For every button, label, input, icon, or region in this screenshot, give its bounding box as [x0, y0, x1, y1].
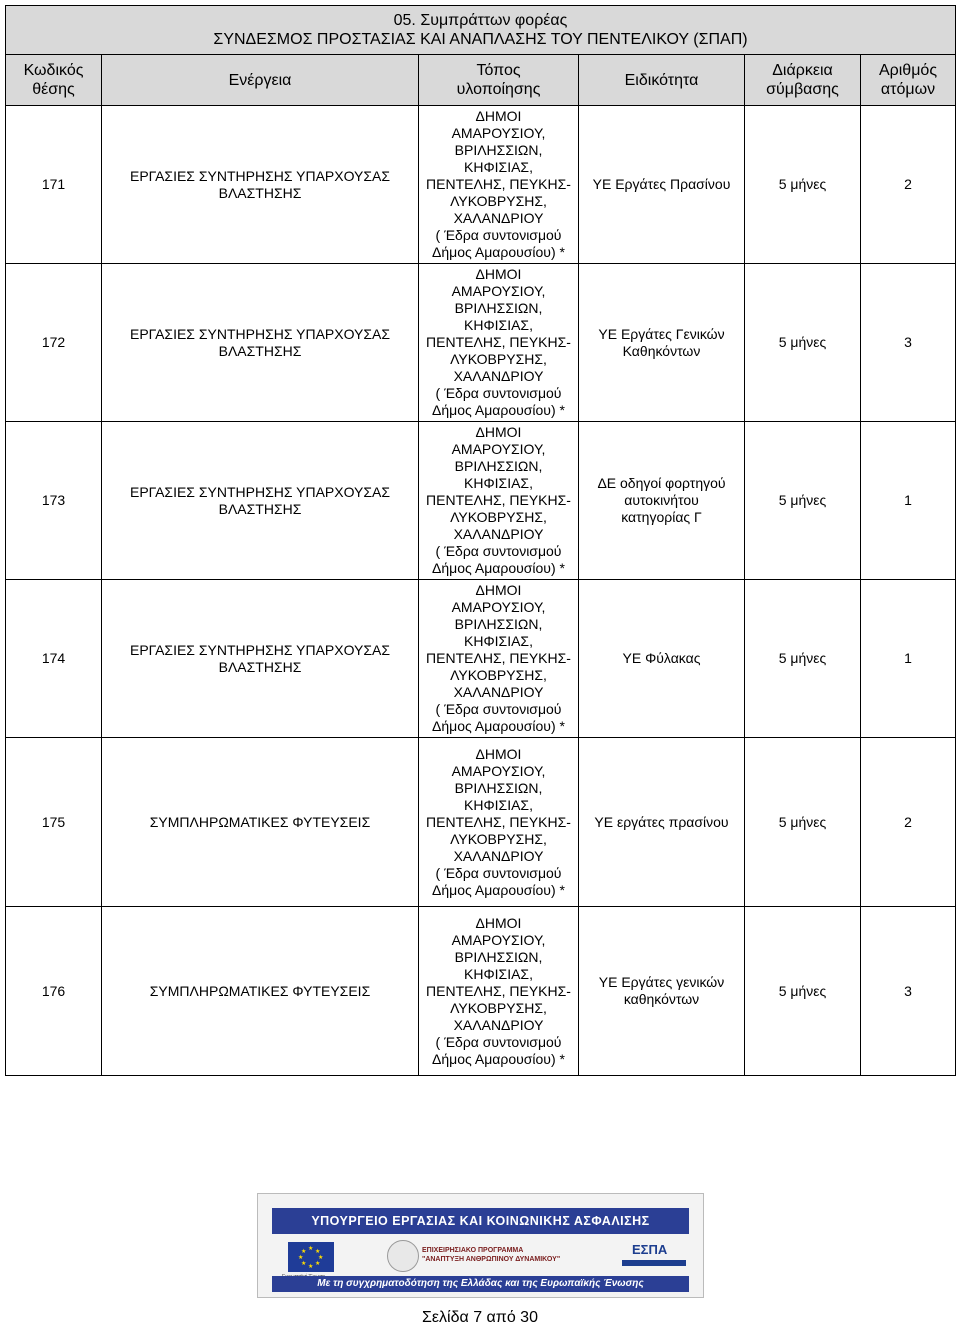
location-line: ΑΜΑΡΟΥΣΙΟΥ, — [451, 283, 546, 299]
persons-cell — [861, 264, 956, 422]
code-cell — [6, 738, 102, 907]
duration-value: 5 μήνες — [778, 176, 827, 192]
location-line: ΔΗΜΟΙ — [475, 424, 522, 440]
location-line: Δήμος Αμαρουσίου) * — [432, 402, 565, 418]
position-code: 173 — [41, 492, 66, 508]
specialty-cell — [579, 106, 745, 264]
eu-flag-icon: ★ ★ ★ ★ ★ ★ ★ ★ — [288, 1242, 334, 1272]
ministry-banner: ΥΠΟΥΡΓΕΙΟ ΕΡΓΑΣΙΑΣ ΚΑΙ ΚΟΙΝΩΝΙΚΗΣ ΑΣΦΑΛΙΣΗΣ — [272, 1208, 689, 1234]
code-cell — [6, 106, 102, 264]
location-line: ΑΜΑΡΟΥΣΙΟΥ, — [451, 762, 546, 779]
table-row — [6, 422, 956, 580]
location-line: ΑΜΑΡΟΥΣΙΟΥ, — [451, 931, 546, 948]
positions-table — [5, 5, 956, 1076]
location-line: ΛΥΚΟΒΡΥΣΗΣ, — [450, 830, 547, 847]
location-line: ΔΗΜΟΙ — [475, 266, 522, 282]
header-place — [419, 55, 579, 106]
duration-value: 5 μήνες — [778, 492, 827, 508]
action-line: ΒΛΑΣΤΗΣΗΣ — [218, 658, 302, 675]
table-row — [6, 264, 956, 422]
location-line: ( Έδρα συντονισμού — [435, 227, 562, 243]
location-line: ΠΕΝΤΕΛΗΣ, ΠΕΥΚΗΣ- — [426, 650, 571, 666]
specialty-line: ΥΕ Εργάτες Γενικών — [598, 325, 725, 342]
specialty-cell — [579, 738, 745, 907]
action-cell — [102, 907, 419, 1076]
header-place-line2: υλοποίησης — [456, 81, 541, 98]
header-row — [6, 55, 956, 106]
location-line: ΧΑΛΑΝΔΡΙΟΥ — [453, 368, 544, 384]
location-line: ΒΡΙΛΗΣΣΙΩΝ, — [454, 142, 543, 158]
location-line: ΠΕΝΤΕΛΗΣ, ΠΕΥΚΗΣ- — [426, 492, 571, 508]
specialty-cell — [579, 264, 745, 422]
persons-cell — [861, 106, 956, 264]
code-cell — [6, 580, 102, 738]
location-line: ( Έδρα συντονισμού — [435, 864, 562, 881]
duration-value: 5 μήνες — [778, 334, 827, 350]
location-line: ( Έδρα συντονισμού — [435, 701, 562, 717]
code-cell — [6, 264, 102, 422]
location-line: ΚΗΦΙΣΙΑΣ, — [464, 965, 533, 982]
action-line: ΒΛΑΣΤΗΣΗΣ — [218, 500, 302, 517]
specialty-line: ΔΕ οδηγοί φορτηγού — [597, 475, 726, 491]
header-duration-line2: σύμβασης — [766, 81, 839, 98]
location-line: ΔΗΜΟΙ — [475, 582, 522, 598]
location-line: ΛΥΚΟΒΡΥΣΗΣ, — [450, 193, 547, 209]
header-action-label: Ενέργεια — [228, 71, 292, 89]
specialty-line: κατηγορίας Γ — [621, 509, 702, 525]
table-title — [6, 6, 956, 55]
duration-cell — [745, 422, 861, 580]
location-line: Δήμος Αμαρουσίου) * — [432, 244, 565, 260]
action-line: ΣΥΜΠΛΗΡΩΜΑΤΙΚΕΣ ΦΥΤΕΥΣΕΙΣ — [149, 982, 371, 999]
location-line: ΑΜΑΡΟΥΣΙΟΥ, — [451, 599, 546, 615]
duration-cell — [745, 264, 861, 422]
espa-label: ΕΣΠΑ — [632, 1242, 668, 1257]
location-line: ΔΗΜΟΙ — [475, 108, 522, 124]
op-logo-icon — [387, 1240, 419, 1272]
action-cell — [102, 106, 419, 264]
title-line2: ΣΥΝΔΕΣΜΟΣ ΠΡΟΣΤΑΣΙΑΣ ΚΑΙ ΑΝΑΠΛΑΣΗΣ ΤΟΥ ΠΕΝΤΕΛΙΚΟΥ (ΣΠΑΠ) — [213, 31, 748, 48]
espa-bar — [622, 1260, 686, 1266]
location-line: ΚΗΦΙΣΙΑΣ, — [464, 159, 533, 175]
location-line: Δήμος Αμαρουσίου) * — [432, 718, 565, 734]
action-line: ΕΡΓΑΣΙΕΣ ΣΥΝΤΗΡΗΣΗΣ ΥΠΑΡΧΟΥΣΑΣ — [129, 167, 391, 184]
persons-cell — [861, 422, 956, 580]
header-persons — [861, 55, 956, 106]
specialty-line: ΥΕ Εργάτες Πρασίνου — [592, 176, 731, 192]
header-duration — [745, 55, 861, 106]
specialty-line: ΥΕ εργάτες πρασίνου — [594, 813, 729, 830]
action-cell — [102, 580, 419, 738]
location-line: ΒΡΙΛΗΣΣΙΩΝ, — [454, 779, 543, 796]
location-line: ΛΥΚΟΒΡΥΣΗΣ, — [450, 351, 547, 367]
table-row — [6, 580, 956, 738]
duration-value: 5 μήνες — [778, 813, 827, 830]
location-line: ΔΗΜΟΙ — [475, 914, 522, 931]
location-line: ΠΕΝΤΕΛΗΣ, ΠΕΥΚΗΣ- — [426, 176, 571, 192]
duration-cell — [745, 907, 861, 1076]
table-row — [6, 738, 956, 907]
header-persons-line1: Αριθμός — [878, 62, 938, 79]
persons-cell — [861, 907, 956, 1076]
position-code: 175 — [41, 813, 66, 830]
duration-value: 5 μήνες — [778, 650, 827, 666]
specialty-cell — [579, 422, 745, 580]
specialty-cell — [579, 580, 745, 738]
location-line: ΧΑΛΑΝΔΡΙΟΥ — [453, 210, 544, 226]
persons-value: 2 — [904, 813, 912, 830]
location-line: ΚΗΦΙΣΙΑΣ, — [464, 796, 533, 813]
specialty-cell — [579, 907, 745, 1076]
location-line: ΑΜΑΡΟΥΣΙΟΥ, — [451, 125, 546, 141]
location-line: ΧΑΛΑΝΔΡΙΟΥ — [453, 847, 544, 864]
location-line: ΒΡΙΛΗΣΣΙΩΝ, — [454, 616, 543, 632]
table-row — [6, 106, 956, 264]
header-specialty — [579, 55, 745, 106]
specialty-line: αυτοκινήτου — [624, 492, 699, 508]
duration-cell — [745, 738, 861, 907]
program-line1: ΕΠΙΧΕΙΡΗΣΙΑΚΟ ΠΡΟΓΡΑΜΜΑ — [422, 1247, 524, 1254]
action-cell — [102, 422, 419, 580]
espa-logo — [622, 1242, 686, 1270]
persons-cell — [861, 580, 956, 738]
location-line: ΛΥΚΟΒΡΥΣΗΣ, — [450, 667, 547, 683]
location-line: ΒΡΙΛΗΣΣΙΩΝ, — [454, 458, 543, 474]
location-line: ΠΕΝΤΕΛΗΣ, ΠΕΥΚΗΣ- — [426, 334, 571, 350]
location-cell — [419, 738, 579, 907]
location-line: ΒΡΙΛΗΣΣΙΩΝ, — [454, 948, 543, 965]
location-line: ΛΥΚΟΒΡΥΣΗΣ, — [450, 509, 547, 525]
header-action — [102, 55, 419, 106]
code-cell — [6, 907, 102, 1076]
header-persons-line2: ατόμων — [880, 81, 936, 98]
persons-value: 3 — [904, 982, 912, 999]
location-line: ΛΥΚΟΒΡΥΣΗΣ, — [450, 999, 547, 1016]
location-line: ΧΑΛΑΝΔΡΙΟΥ — [453, 1016, 544, 1033]
persons-value: 2 — [904, 176, 912, 192]
header-specialty-label: Ειδικότητα — [624, 71, 699, 89]
action-line: ΕΡΓΑΣΙΕΣ ΣΥΝΤΗΡΗΣΗΣ ΥΠΑΡΧΟΥΣΑΣ — [129, 641, 391, 658]
header-code — [6, 55, 102, 106]
duration-cell — [745, 106, 861, 264]
location-line: Δήμος Αμαρουσίου) * — [432, 881, 565, 898]
position-code: 172 — [41, 334, 66, 350]
duration-value: 5 μήνες — [778, 982, 827, 999]
position-code: 176 — [41, 982, 66, 999]
location-line: ( Έδρα συντονισμού — [435, 385, 562, 401]
location-line: ( Έδρα συντονισμού — [435, 1033, 562, 1050]
specialty-line: ΥΕ Εργάτες γενικών — [598, 974, 725, 990]
code-cell — [6, 422, 102, 580]
funding-banner — [257, 1193, 704, 1298]
location-cell — [419, 422, 579, 580]
header-place-line1: Τόπος — [476, 62, 521, 79]
location-line: Δήμος Αμαρουσίου) * — [432, 560, 565, 576]
cofinance-banner: Με τη συγχρηματοδότηση της Ελλάδας και της Ευρωπαϊκής Ένωσης — [272, 1276, 689, 1292]
table-row — [6, 907, 956, 1076]
program-text — [422, 1246, 560, 1264]
location-cell — [419, 907, 579, 1076]
location-line: ΒΡΙΛΗΣΣΙΩΝ, — [454, 300, 543, 316]
header-duration-line1: Διάρκεια — [772, 62, 833, 79]
position-code: 174 — [41, 650, 66, 666]
program-line2: "ΑΝΑΠΤΥΞΗ ΑΝΘΡΩΠΙΝΟΥ ΔΥΝΑΜΙΚΟΥ" — [422, 1256, 561, 1263]
persons-cell — [861, 738, 956, 907]
location-line: ( Έδρα συντονισμού — [435, 543, 562, 559]
location-cell — [419, 106, 579, 264]
action-line: ΒΛΑΣΤΗΣΗΣ — [218, 342, 302, 359]
location-cell — [419, 264, 579, 422]
location-line: Δήμος Αμαρουσίου) * — [432, 1050, 565, 1067]
action-cell — [102, 738, 419, 907]
duration-cell — [745, 580, 861, 738]
persons-value: 3 — [904, 334, 912, 350]
page-number: Σελίδα 7 από 30 — [422, 1309, 538, 1326]
location-line: ΑΜΑΡΟΥΣΙΟΥ, — [451, 441, 546, 457]
persons-value: 1 — [904, 650, 912, 666]
location-line: ΧΑΛΑΝΔΡΙΟΥ — [453, 526, 544, 542]
action-line: ΣΥΜΠΛΗΡΩΜΑΤΙΚΕΣ ΦΥΤΕΥΣΕΙΣ — [149, 813, 371, 830]
action-line: ΕΡΓΑΣΙΕΣ ΣΥΝΤΗΡΗΣΗΣ ΥΠΑΡΧΟΥΣΑΣ — [129, 483, 391, 500]
location-line: ΔΗΜΟΙ — [475, 745, 522, 762]
specialty-line: Καθηκόντων — [622, 342, 701, 359]
location-line: ΧΑΛΑΝΔΡΙΟΥ — [453, 684, 544, 700]
logos-strip — [272, 1240, 689, 1274]
header-code-line1: Κωδικός — [23, 62, 84, 79]
position-code: 171 — [41, 176, 66, 192]
header-code-line2: θέσης — [32, 81, 75, 98]
location-cell — [419, 580, 579, 738]
location-line: ΠΕΝΤΕΛΗΣ, ΠΕΥΚΗΣ- — [426, 982, 571, 999]
location-line: ΚΗΦΙΣΙΑΣ, — [464, 475, 533, 491]
specialty-line: καθηκόντων — [623, 991, 700, 1007]
specialty-line: ΥΕ Φύλακας — [622, 650, 701, 666]
action-cell — [102, 264, 419, 422]
action-line: ΕΡΓΑΣΙΕΣ ΣΥΝΤΗΡΗΣΗΣ ΥΠΑΡΧΟΥΣΑΣ — [129, 325, 391, 342]
location-line: ΚΗΦΙΣΙΑΣ, — [464, 317, 533, 333]
action-line: ΒΛΑΣΤΗΣΗΣ — [218, 184, 302, 201]
location-line: ΚΗΦΙΣΙΑΣ, — [464, 633, 533, 649]
location-line: ΠΕΝΤΕΛΗΣ, ΠΕΥΚΗΣ- — [426, 813, 571, 830]
persons-value: 1 — [904, 492, 912, 508]
title-line1: 05. Συμπράττων φορέας — [393, 12, 568, 29]
